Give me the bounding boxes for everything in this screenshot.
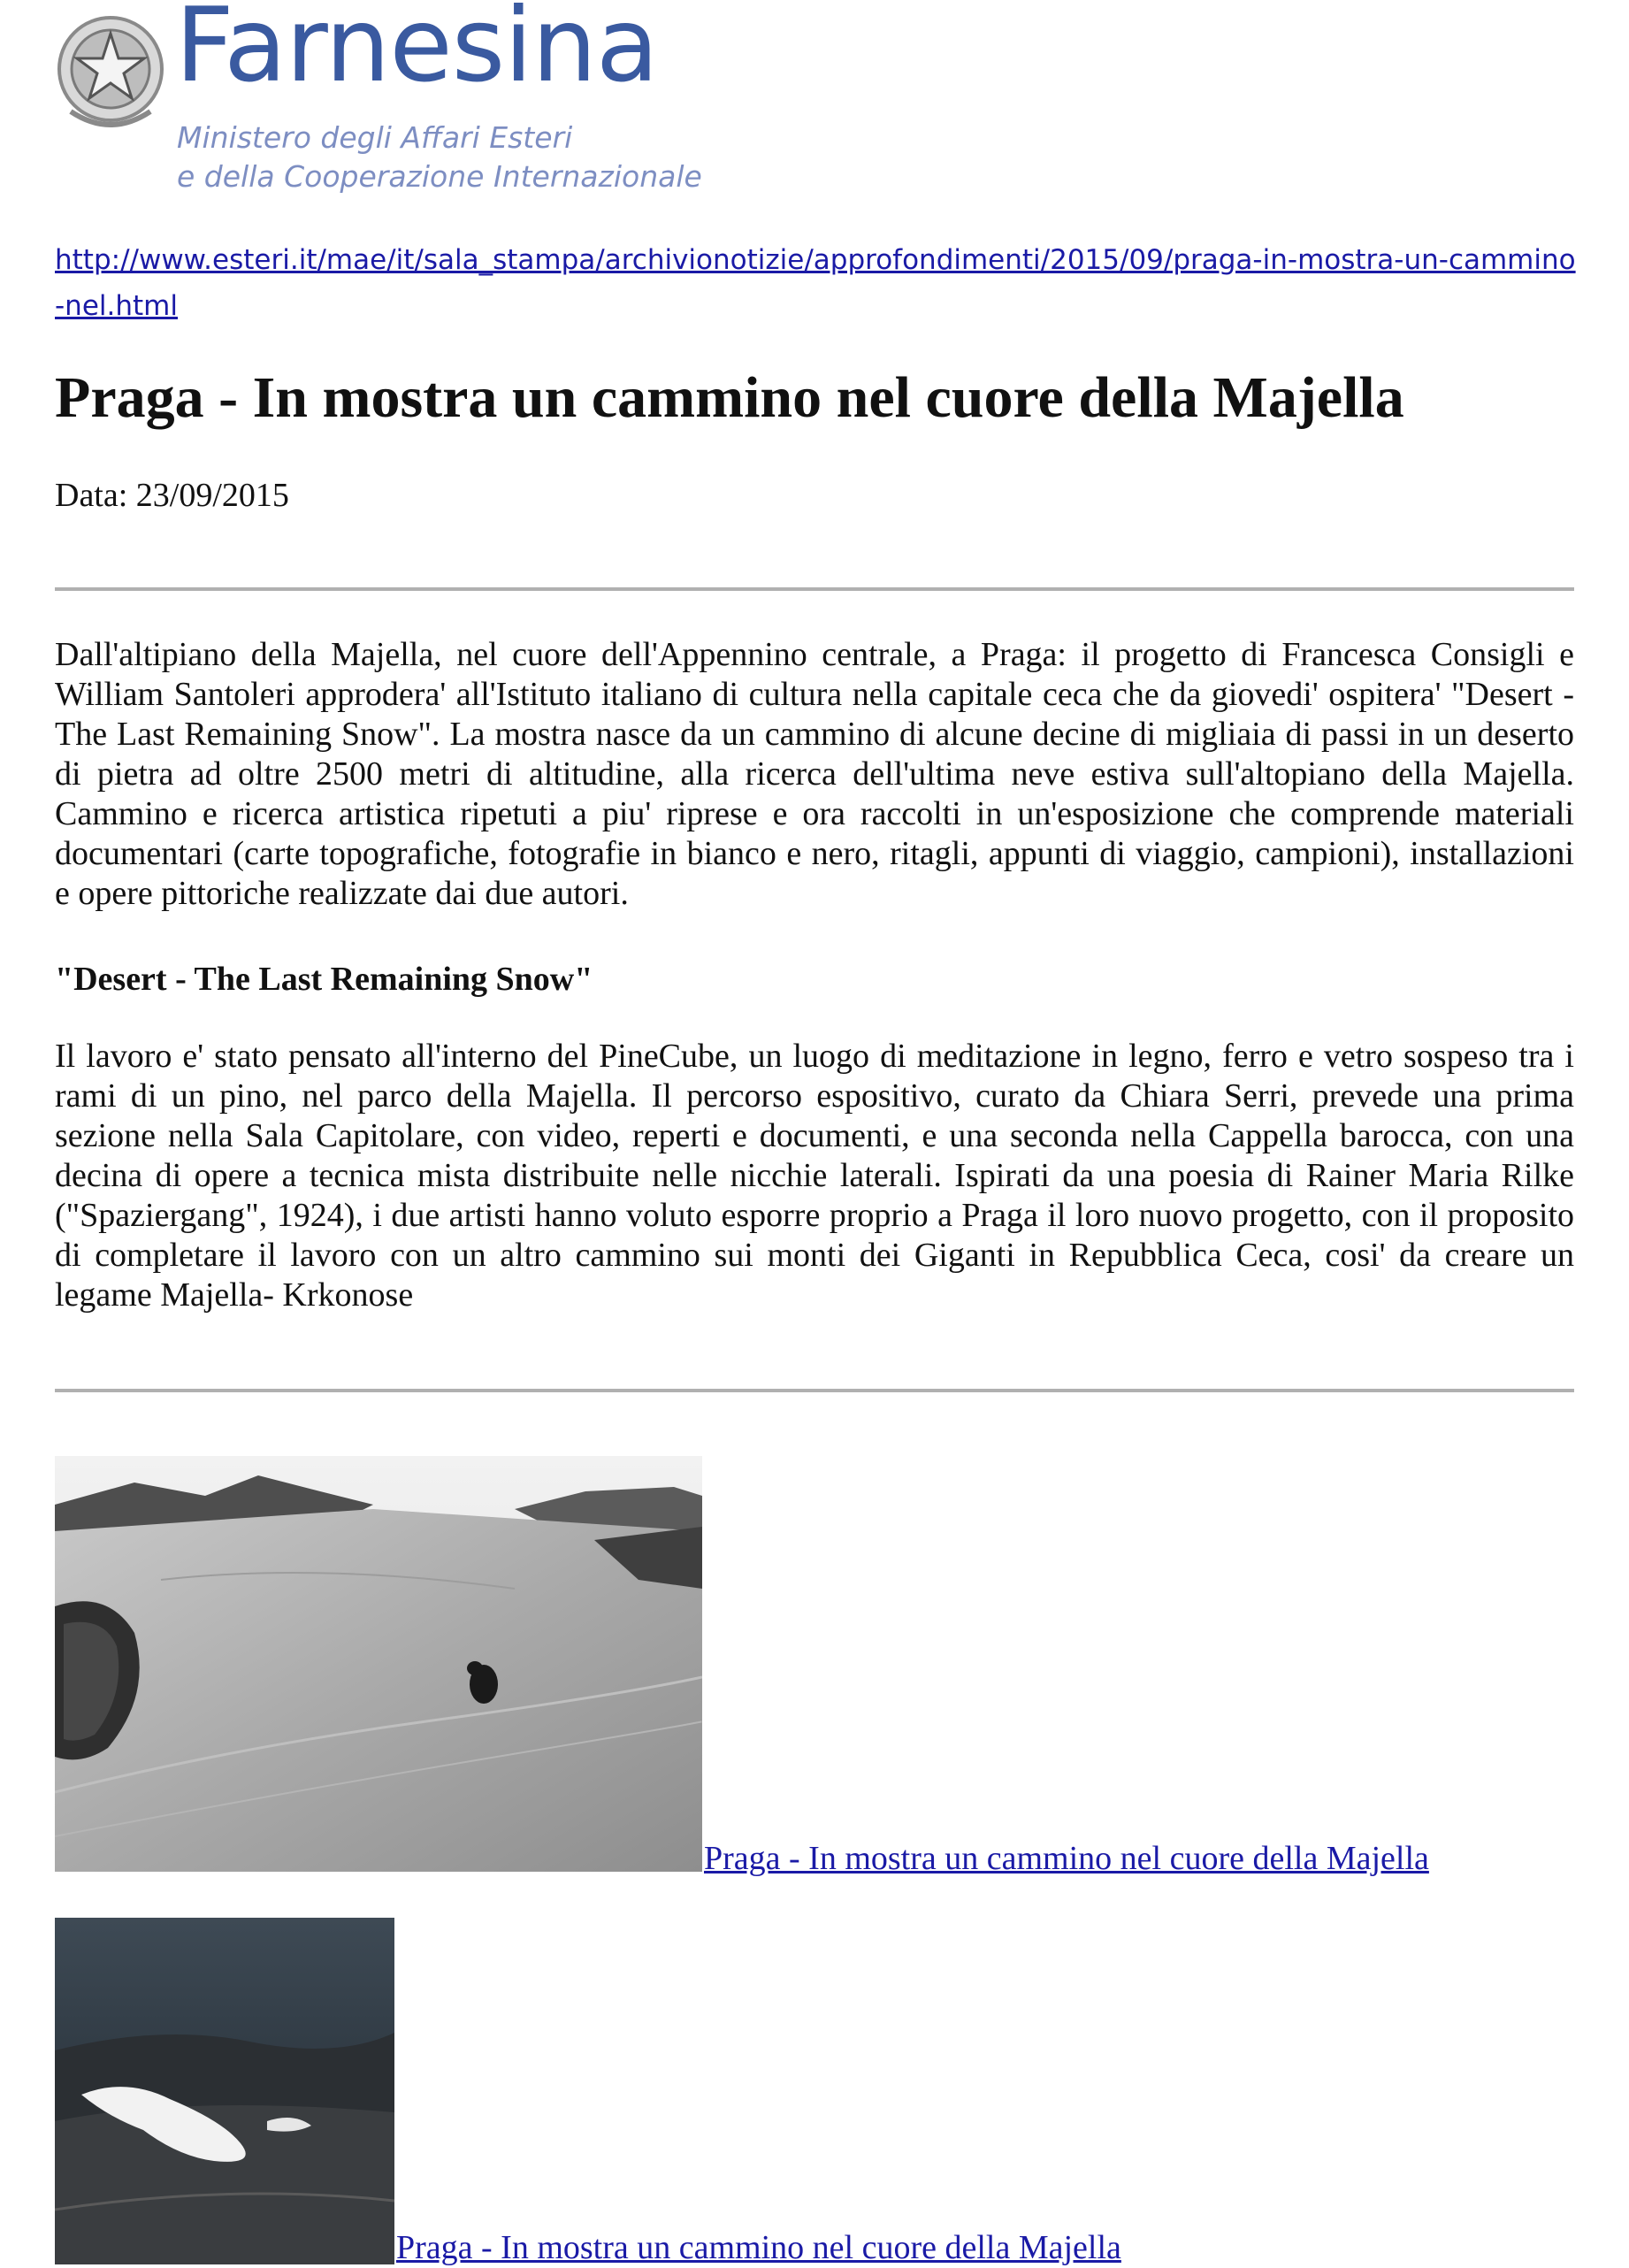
logo-subtitle-ministry: Ministero degli Affari Esteri — [177, 120, 573, 155]
article-paragraph-2: Il lavoro e' stato pensato all'interno del PineCube, un luogo di meditazione in legno, ferro e vetro sospeso tra i rami di un pino, nel parco della Majella. Il percorso espositivo, curato da Chiara Serri, prevede una prima sezione nella Sala Capitolare, con video, reperti e documenti, e una seconda nella Cappella barocca, con una decina di opere a tecnica mista distribuite nelle nicchie laterali. Ispirati da una poesia di Rainer Maria Rilke ("Spaziergang", 1924), i due artisti hanno voluto esporre proprio a Praga il loro nuovo progetto, con il proposito di completare il lavoro con un altro cammino sui monti dei Giganti in Repubblica Ceca, cosi' da creare un legame Majella- Krkonose — [55, 1038, 1574, 1314]
article-paragraph-1: Dall'altipiano della Majella, nel cuore dell'Appennino centrale, a Praga: il progetto di Francesca Consigli e William Santoleri approdera' all'Istituto italiano di cultura nella capitale ceca che da giovedi' ospitera' "Desert - The Last Remaining Snow". La mostra nasce da un cammino di alcune decine di migliaia di passi in un deserto di pietra ad oltre 2500 metri di altitudine, alla ricerca dell'ultima neve estiva sull'altopiano della Majella. Cammino e ricerca artistica ripetuti a piu' riprese e ora raccolti in un'esposizione che comprende materiali documentari (carte topografiche, fotografie in bianco e nero, ritagli, appunti di viaggio, campioni), installazioni e opere pittoriche realizzate dai due autori. — [55, 636, 1574, 912]
logo-title: Farnesina — [175, 0, 658, 105]
gallery-photo-snowfield[interactable] — [55, 1456, 702, 1872]
logo-subtitle-cooperation: e della Cooperazione Internazionale — [177, 159, 702, 194]
snowfield-photo-illustration — [55, 1456, 702, 1872]
farnesina-logo — [53, 0, 725, 194]
divider — [55, 1389, 1574, 1392]
gallery-caption-link[interactable]: Praga - In mostra un cammino nel cuore della Majella — [704, 1840, 1429, 1877]
gallery-photo-snow-patch[interactable] — [55, 1918, 394, 2264]
article-subheading: "Desert - The Last Remaining Snow" — [55, 961, 593, 998]
divider — [55, 587, 1574, 591]
source-url-link[interactable]: http://www.esteri.it/mae/it/sala_stampa/archivionotizie/approfondimenti/2015/09/praga-in-mostra-un-cammino-nel.html — [55, 244, 1576, 322]
snow-patch-photo-illustration — [55, 1918, 394, 2264]
article-date: Data: 23/09/2015 — [55, 477, 289, 514]
italian-republic-emblem-icon — [53, 7, 168, 140]
article-title: Praga - In mostra un cammino nel cuore della Majella — [55, 365, 1404, 430]
gallery-caption-link[interactable]: Praga - In mostra un cammino nel cuore della Majella — [396, 2229, 1121, 2266]
